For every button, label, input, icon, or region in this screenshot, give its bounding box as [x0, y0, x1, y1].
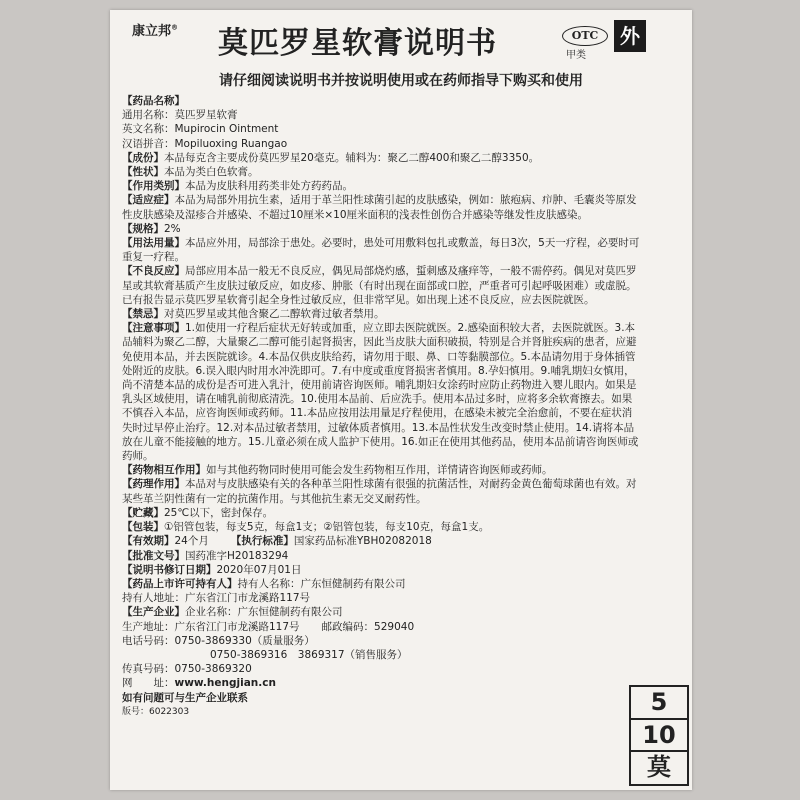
- notes-section: 【注意事项】1.如使用一疗程后症状无好转或加重，应立即去医院就医。2.感染面积较大者，去医院就医。3.本品辅料为聚乙二醇，大量聚乙二醇可能引起肾损害，因此当皮肤大面积破损，特别是合并肾脏疾病的患者，应避免使用本品，并去医院就诊。4.本品仅供皮肤给药，请勿用于眼、鼻、口等黏膜部位。5.本品请勿用于身体插管处附近的皮肤。6.误入眼内时用水冲洗即可。7.有中度或重度肾损害者慎用。8.孕妇慎用。9.哺乳期妇女慎用，尚不清楚本品的成份是否可进入乳汁，使用前请咨询医师。哺乳期妇女涂药时应防止药物进入婴儿眼内。如果是乳头区域使用，请在哺乳前彻底清洗。10.使用本品前、后应洗手。使用本品过多时，应将多余软膏擦去。如果不慎吞入本品，应咨询医师或药师。11.本品应按用法用量足疗程使用，在感染未被完全治愈前，不要在症状消失时过早停止治疗。12.对本品过敏者禁用，过敏体质者慎用。13.本品性状发生改变时禁止使用。14.请将本品放在儿童不能接触的地方。15.儿童必须在成人监护下使用。16.如正在使用其他药品，使用本品前请咨询医师或药师。: [122, 322, 639, 463]
- holder-section: 【药品上市许可持有人】持有人名称：广东恒健制药有限公司: [122, 577, 406, 590]
- category-section: 【作用类别】本品为皮肤科用药类非处方药药品。: [122, 180, 353, 193]
- spec-section: 【规格】2%: [122, 222, 181, 235]
- indications-section: 【适应症】本品为局部外用抗生素，适用于革兰阳性球菌引起的皮肤感染，例如：脓疱病、疖肿、毛囊炎等原发性皮肤感染及湿疹合并感染、不超过10厘米×10厘米面积的浅表性创伤合并感染等继发性皮肤感染。: [122, 194, 637, 221]
- otc-badge: OTC: [562, 26, 608, 46]
- validity-standard-section: 【有效期】24个月 【执行标准】国家药品标准YBH02082018: [122, 535, 432, 548]
- phone-line: 电话号码：0750-3869330（质量服务）: [122, 634, 315, 647]
- usage-warning: 请仔细阅读说明书并按说明使用或在药师指导下购买和使用: [219, 73, 583, 89]
- contraindications-section: 【禁忌】对莫匹罗星或其他含聚乙二醇软膏过敏者禁用。: [122, 308, 385, 321]
- interactions-section: 【药物相互作用】如与其他药物同时使用可能会发生药物相互作用，详情请咨询医师或药师。: [122, 464, 553, 477]
- pharmacology-section: 【药理作用】本品对与皮肤感染有关的各种革兰阳性球菌有很强的抗菌活性，对耐药金黄色葡萄球菌也有效。对某些革兰阴性菌有一定的抗菌作用。与其他抗生素无交叉耐药性。: [122, 478, 637, 505]
- phone-sales-line: 0750-3869316 3869317（销售服务）: [210, 648, 408, 661]
- drug-name-section: 【药品名称】: [122, 95, 185, 107]
- side-mark-drug: 莫: [629, 750, 689, 786]
- otc-class-label: 甲类: [566, 50, 586, 61]
- side-mark-10: 10: [629, 718, 689, 754]
- storage-section: 【贮藏】25℃以下，密封保存。: [122, 506, 274, 519]
- usage-section: 【用法用量】本品应外用，局部涂于患处。必要时，患处可用敷料包扎或敷盖，每日3次，5天一疗程，必要时可重复一疗程。: [122, 237, 640, 264]
- adverse-section: 【不良反应】局部应用本品一般无不良反应，偶见局部烧灼感，蜇刺感及瘙痒等，一般不需停药。偶见对莫匹罗星或其软膏基质产生皮肤过敏反应，如皮疹、肿胀（有时出现在面部或口腔，严重者可引起呼吸困难）或虚脱。已有报告显示莫匹罗星软膏引起全身性过敏反应，但非常罕见。如出现上述不良反应，应去医院就医。: [122, 265, 637, 306]
- production-address-line: 生产地址：广东省江门市龙溪路117号 邮政编码：529040: [122, 620, 415, 633]
- fax-line: 传真号码：0750-3869320: [122, 663, 252, 676]
- holder-address: 持有人地址：广东省江门市龙溪路117号: [122, 592, 311, 605]
- instruction-sheet: [110, 10, 692, 790]
- page-title: 莫匹罗星软膏说明书: [218, 26, 497, 61]
- pinyin-name: 汉语拼音：Mopiluoxing Ruangao: [122, 137, 288, 150]
- appearance-section: 【性状】本品为类白色软膏。: [122, 166, 259, 179]
- approval-section: 【批准文号】国药准字H20183294: [122, 549, 289, 562]
- side-mark-5: 5: [629, 685, 689, 721]
- revision-section: 【说明书修订日期】2020年07月01日: [122, 563, 302, 576]
- website-line: 网 址：www.hengjian.cn: [122, 677, 276, 690]
- instruction-body: [122, 94, 642, 719]
- composition-section: 【成份】本品每克含主要成份莫匹罗星20毫克。辅料为：聚乙二醇400和聚乙二醇3350。: [122, 151, 540, 164]
- external-use-badge: 外: [614, 20, 646, 52]
- english-name: 英文名称：Mupirocin Ointment: [122, 123, 279, 136]
- generic-name: 通用名称：莫匹罗星软膏: [122, 109, 238, 122]
- brand-logo: 康立邦®: [132, 23, 179, 39]
- manufacturer-section: 【生产企业】企业名称：广东恒健制药有限公司: [122, 606, 343, 619]
- version-number: 版号：6022303: [122, 706, 190, 717]
- package-section: 【包装】①铝管包装，每支5克，每盒1支；②铝管包装，每支10克，每盒1支。: [122, 521, 490, 534]
- contact-note: 如有问题可与生产企业联系: [122, 691, 248, 704]
